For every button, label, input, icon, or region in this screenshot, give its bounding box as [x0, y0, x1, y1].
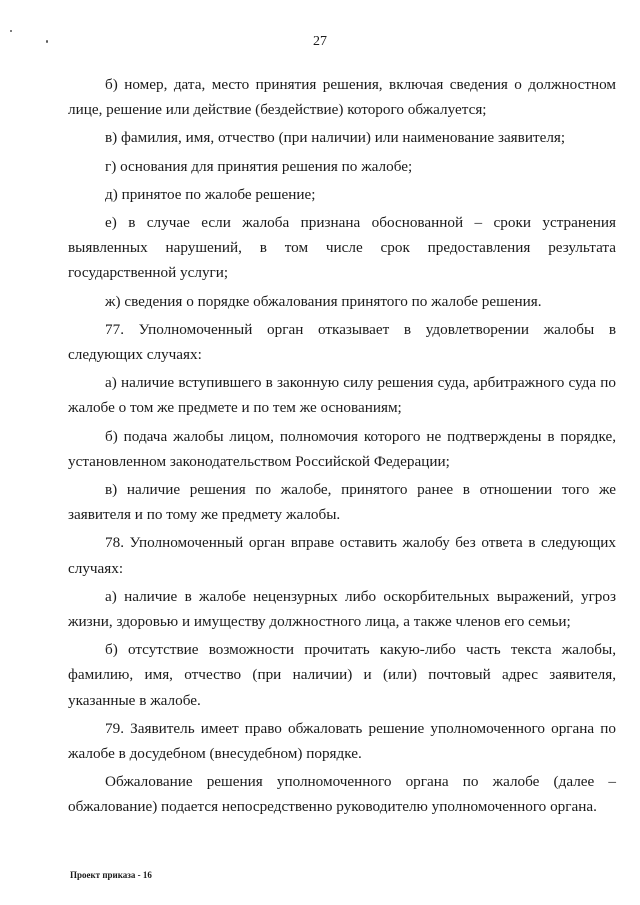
paragraph-78: 78. Уполномоченный орган вправе оставить жалобу без ответа в следующих случаях: [68, 534, 616, 577]
paragraph-79-appeal: Обжалование решения уполномоченного органа по жалобе (далее – обжалование) подается непосредственно руководителю уполномоченного органа. [68, 773, 616, 816]
paragraph-77-v: в) наличие решения по жалобе, принятого ранее в отношении того же заявителя и по тому же предмету жалобы. [68, 481, 616, 524]
paragraph-g-grounds: г) основания для принятия решения по жалобе; [105, 157, 413, 175]
scan-speck [10, 30, 12, 32]
page-number: 27 [313, 34, 327, 49]
paragraph-e-deadlines: е) в случае если жалоба признана обоснованной – сроки устранения выявленных нарушений, в том числе срок предоставления результата государственной услуги; [68, 214, 616, 282]
paragraph-77-b: б) подача жалобы лицом, полномочия которого не подтверждены в порядке, установленном законодательством Российской Федерации; [68, 427, 616, 470]
paragraph-v-applicant: в) фамилия, имя, отчество (при наличии) или наименование заявителя; [105, 129, 566, 147]
footer-label: Проект приказа - 16 [70, 870, 152, 880]
paragraph-d-decision: д) принятое по жалобе решение; [105, 185, 316, 203]
paragraph-zh-appeal-procedure: ж) сведения о порядке обжалования принятого по жалобе решения. [105, 292, 542, 310]
paragraph-77-a: а) наличие вступившего в законную силу решения суда, арбитражного суда по жалобе о том же предмете и по тем же основаниям; [68, 374, 616, 417]
paragraph-78-b: б) отсутствие возможности прочитать какую-либо часть текста жалобы, фамилию, имя, отчество (при наличии) и (или) почтовый адрес заявителя, указанные в жалобе. [68, 641, 616, 709]
document-body [68, 72, 616, 820]
paragraph-78-a: а) наличие в жалобе нецензурных либо оскорбительных выражений, угроз жизни, здоровью и имуществу должностного лица, а также членов его семьи; [68, 587, 616, 631]
paragraph-b-details: б) номер, дата, место принятия решения, включая сведения о должностном лице, решение или действие (бездействие) которого обжалуется; [68, 76, 616, 119]
paragraph-77: 77. Уполномоченный орган отказывает в удовлетворении жалобы в следующих случаях: [68, 320, 616, 364]
paragraph-79: 79. Заявитель имеет право обжаловать решение уполномоченного органа по жалобе в досудебном (внесудебном) порядке. [68, 719, 616, 763]
